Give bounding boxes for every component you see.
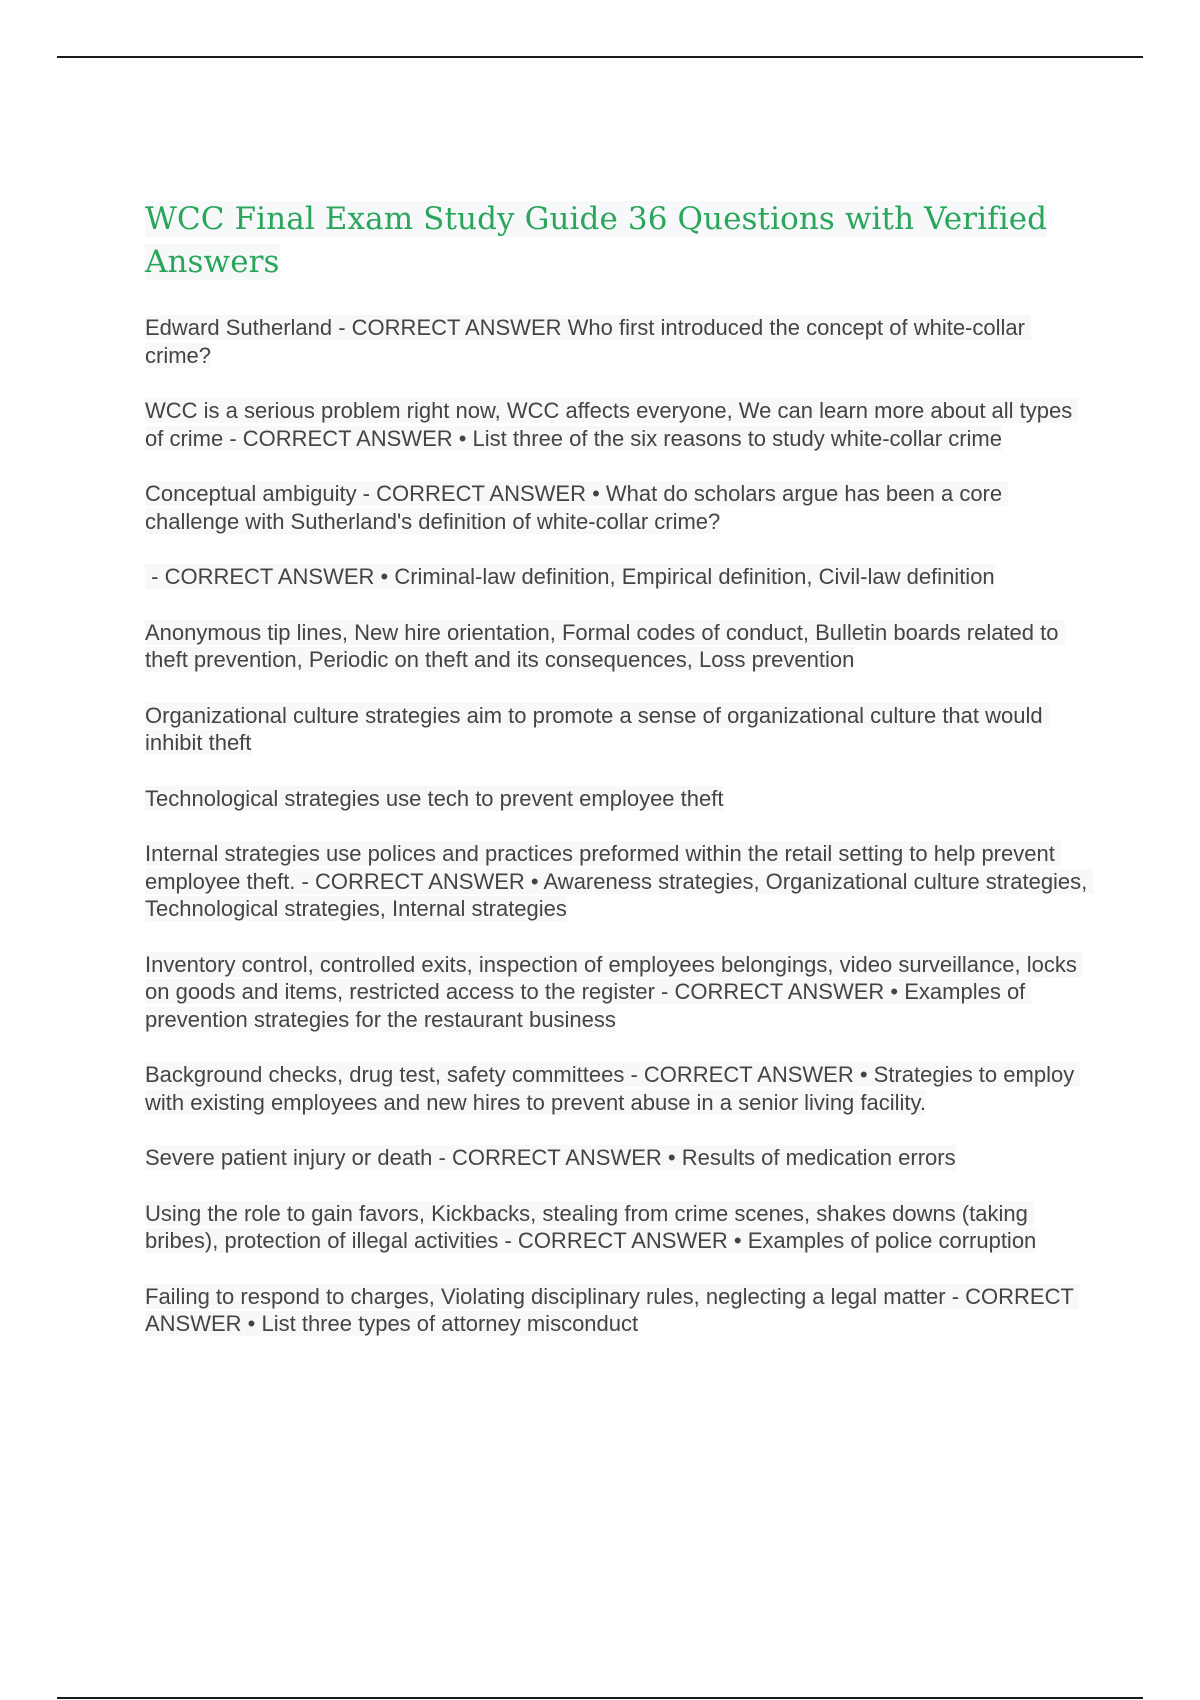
qa-entry-text: Internal strategies use polices and practices preformed within the retail setting to help prevent employee theft. - CORRECT ANSWER • Awareness strategies, Organizational culture strategies, Technological strategies, Internal strategies xyxy=(145,841,1094,921)
qa-entry xyxy=(145,1061,1095,1116)
qa-entry xyxy=(145,951,1095,1034)
qa-entry-text: Technological strategies use tech to prevent employee theft xyxy=(145,785,724,811)
qa-entry xyxy=(145,702,1095,757)
qa-entry xyxy=(145,1200,1095,1255)
qa-entry-text: Failing to respond to charges, Violating disciplinary rules, neglecting a legal matter - CORRECT ANSWER • List three types of attorney misconduct xyxy=(145,1283,1079,1336)
qa-entry xyxy=(145,563,1095,591)
qa-entry xyxy=(145,397,1095,452)
qa-entry xyxy=(145,480,1095,535)
document-body xyxy=(145,198,1095,1366)
qa-entry-text: Background checks, drug test, safety committees - CORRECT ANSWER • Strategies to employ with existing employees and new hires to prevent abuse in a senior living facility. xyxy=(145,1062,1081,1115)
title-block xyxy=(145,198,1095,284)
qa-entry-text: Conceptual ambiguity - CORRECT ANSWER • What do scholars argue has been a core challenge with Sutherland's definition of white-collar crime? xyxy=(145,481,1009,534)
qa-entry-text: Using the role to gain favors, Kickbacks, stealing from crime scenes, shakes downs (taking bribes), protection of illegal activities - CORRECT ANSWER • Examples of police corruption xyxy=(145,1200,1037,1253)
qa-entry-text: - CORRECT ANSWER • Criminal-law definition, Empirical definition, Civil-law definition xyxy=(145,564,995,589)
qa-entry-text: Inventory control, controlled exits, inspection of employees belongings, video surveillance, locks on goods and items, restricted access to the register - CORRECT ANSWER • Examples of prevention strategies for the restaurant business xyxy=(145,951,1083,1032)
top-divider xyxy=(57,56,1143,58)
qa-entry xyxy=(145,619,1095,674)
qa-entry-text: Anonymous tip lines, New hire orientation, Formal codes of conduct, Bulletin boards related to theft prevention, Periodic on theft and its consequences, Loss prevention xyxy=(145,619,1065,672)
qa-entry-text: Organizational culture strategies aim to promote a sense of organizational culture that would inhibit theft xyxy=(145,702,1049,755)
qa-entry xyxy=(145,314,1095,369)
qa-entry-text: Severe patient injury or death - CORRECT ANSWER • Results of medication errors xyxy=(145,1145,956,1170)
document-title: WCC Final Exam Study Guide 36 Questions with Verified Answers xyxy=(145,201,1048,280)
qa-entry xyxy=(145,1144,1095,1172)
qa-entry-text: Edward Sutherland - CORRECT ANSWER Who first introduced the concept of white-collar crime? xyxy=(145,315,1032,368)
qa-entry-text: WCC is a serious problem right now, WCC affects everyone, We can learn more about all types of crime - CORRECT ANSWER • List three of the six reasons to study white-collar crime xyxy=(145,398,1079,451)
bottom-divider xyxy=(57,1697,1143,1699)
qa-entry xyxy=(145,1283,1095,1338)
qa-entry xyxy=(145,785,1095,813)
qa-entry xyxy=(145,840,1095,923)
